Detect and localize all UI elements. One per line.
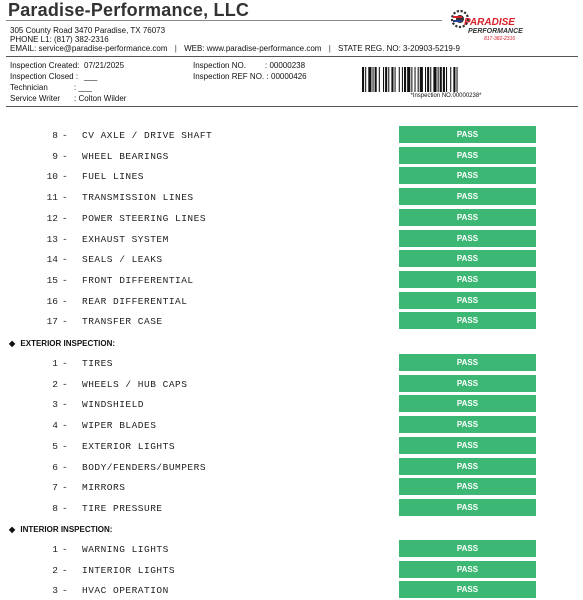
company-state-reg: STATE REG. NO: 3-20903-5219-9 (338, 44, 460, 53)
pass-status-badge: PASS (399, 437, 536, 454)
item-dash: - (62, 399, 68, 411)
inspection-row (0, 147, 583, 165)
inspection-row (0, 188, 583, 206)
header-rule (6, 20, 442, 21)
barcode-bar (402, 67, 403, 92)
inspection-row (0, 581, 583, 599)
inspection-row (0, 312, 583, 330)
barcode-bar (427, 67, 429, 92)
item-number: 3 (52, 585, 58, 597)
barcode-bar (453, 67, 455, 92)
pass-status-badge: PASS (399, 292, 536, 309)
inspection-row (0, 416, 583, 434)
item-name: WHEEL BEARINGS (82, 150, 169, 162)
item-name: BODY/FENDERS/BUMPERS (82, 461, 207, 473)
item-number: 1 (52, 358, 58, 369)
pass-status-badge: PASS (399, 395, 536, 412)
item-name: REAR DIFFERENTIAL (82, 295, 188, 307)
pass-status-badge: PASS (399, 230, 536, 247)
pass-status-badge: PASS (399, 540, 536, 557)
item-dash: - (62, 130, 68, 141)
barcode-bar (433, 67, 436, 92)
barcode-bar (450, 67, 451, 92)
item-number: 13 (46, 233, 58, 245)
barcode-bar (440, 67, 442, 92)
item-dash: - (62, 254, 68, 266)
section-header-exterior (9, 339, 115, 348)
barcode-bar (391, 67, 393, 92)
item-dash: - (62, 358, 68, 369)
barcode-caption: *Inspection NO.00000238* (410, 93, 482, 99)
logo-text-bottom: PERFORMANCE (468, 28, 523, 35)
item-name: TRANSFER CASE (82, 316, 163, 328)
logo-phone: 817-382-2316 (484, 36, 516, 42)
inspection-row (0, 395, 583, 413)
company-phone: PHONE L1: (817) 382-2316 (10, 35, 109, 44)
item-dash: - (62, 440, 68, 452)
pass-status-badge: PASS (399, 209, 536, 226)
item-number: 5 (52, 440, 58, 452)
company-web: WEB: www.paradise-performance.com (184, 44, 322, 53)
item-name: MIRRORS (82, 482, 126, 494)
item-name: FRONT DIFFERENTIAL (82, 274, 194, 286)
item-dash: - (62, 212, 68, 224)
inspection-row (0, 126, 583, 144)
item-dash: - (62, 585, 68, 597)
section-title: INTERIOR INSPECTION: (20, 525, 113, 534)
barcode-bar (443, 67, 445, 92)
technician: Technician : ___ (10, 83, 92, 92)
barcode-bar (379, 67, 380, 92)
barcode-bar (388, 67, 389, 92)
inspection-row (0, 478, 583, 496)
item-number: 10 (46, 171, 58, 183)
pass-status-badge: PASS (399, 312, 536, 329)
pass-status-badge: PASS (399, 581, 536, 598)
inspection-row (0, 375, 583, 393)
barcode-bar (425, 67, 426, 92)
item-number: 6 (52, 461, 58, 473)
barcode-bar (375, 67, 377, 92)
barcode-bar (457, 67, 458, 92)
item-dash: - (62, 274, 68, 286)
item-dash: - (62, 482, 68, 494)
pass-status-badge: PASS (399, 271, 536, 288)
pass-status-badge: PASS (399, 354, 536, 371)
inspection-row (0, 499, 583, 517)
item-number: 14 (46, 254, 58, 266)
diamond-bullet-icon: ◆ (9, 525, 16, 534)
barcode-bar (415, 67, 416, 92)
pass-status-badge: PASS (399, 167, 536, 184)
item-name: TIRE PRESSURE (82, 502, 163, 514)
inspection-row (0, 209, 583, 227)
pass-status-badge: PASS (399, 561, 536, 578)
item-number: 12 (46, 212, 58, 224)
barcode-bar (446, 67, 447, 92)
company-name: Paradise-Performance, LLC (8, 0, 250, 20)
barcode-bar (438, 67, 439, 92)
inspection-row (0, 437, 583, 455)
item-number: 2 (52, 564, 58, 576)
item-dash: - (62, 502, 68, 514)
item-dash: - (62, 316, 68, 328)
item-dash: - (62, 420, 68, 432)
item-number: 3 (52, 399, 58, 411)
pass-status-badge: PASS (399, 499, 536, 516)
paradise-performance-logo (448, 8, 552, 42)
item-name: SEALS / LEAKS (82, 254, 163, 266)
item-name: EXTERIOR LIGHTS (82, 440, 176, 452)
pass-status-badge: PASS (399, 147, 536, 164)
barcode-bar (383, 67, 384, 92)
item-name: EXHAUST SYSTEM (82, 233, 169, 245)
service-writer: Service Writer : Colton Wilder (10, 94, 127, 103)
pass-status-badge: PASS (399, 188, 536, 205)
inspection-row (0, 540, 583, 558)
inspection-row (0, 292, 583, 310)
item-number: 15 (46, 274, 58, 286)
section-header-interior (9, 525, 112, 534)
item-name: HVAC OPERATION (82, 585, 169, 597)
item-dash: - (62, 192, 68, 204)
company-contact-line (10, 44, 460, 53)
inspection-row (0, 271, 583, 289)
separator: | (328, 44, 331, 53)
inspection-created: Inspection Created: 07/21/2025 (10, 61, 125, 70)
inspection-row (0, 354, 583, 372)
item-dash: - (62, 295, 68, 307)
barcode-bar (373, 67, 374, 92)
item-name: FUEL LINES (82, 171, 145, 183)
item-name: WIPER BLADES (82, 420, 157, 432)
pass-status-badge: PASS (399, 126, 536, 143)
barcode-bar (404, 67, 406, 92)
company-email: EMAIL: service@paradise-performance.com (10, 44, 168, 53)
item-dash: - (62, 233, 68, 245)
item-dash: - (62, 461, 68, 473)
inspection-closed: Inspection Closed : ___ (10, 72, 98, 81)
item-name: INTERIOR LIGHTS (82, 564, 176, 576)
item-name: WARNING LIGHTS (82, 544, 169, 555)
divider (6, 106, 578, 107)
inspection-ref-number: Inspection REF NO. : 00000426 (193, 72, 307, 81)
barcode-bar (399, 67, 400, 92)
inspection-number: Inspection NO. : 00000238 (193, 61, 306, 70)
item-dash: - (62, 150, 68, 162)
item-number: 1 (52, 544, 58, 555)
item-dash: - (62, 378, 68, 390)
pass-status-badge: PASS (399, 375, 536, 392)
item-name: WHEELS / HUB CAPS (82, 378, 188, 390)
barcode-bar (365, 67, 366, 92)
barcode-bar (420, 67, 423, 92)
inspection-row (0, 250, 583, 268)
pass-status-badge: PASS (399, 250, 536, 267)
item-name: CV AXLE / DRIVE SHAFT (82, 130, 213, 141)
item-name: TIRES (82, 358, 114, 369)
item-number: 8 (52, 502, 58, 514)
logo-text-top: PARADISE (464, 17, 515, 28)
section-title: EXTERIOR INSPECTION: (20, 339, 116, 348)
pass-status-badge: PASS (399, 416, 536, 433)
item-name: TRANSMISSION LINES (82, 192, 194, 204)
item-name: WINDSHIELD (82, 399, 145, 411)
barcode-bar (430, 67, 431, 92)
inspection-row (0, 167, 583, 185)
item-number: 9 (52, 150, 58, 162)
item-number: 17 (46, 316, 58, 328)
barcode-bar (395, 67, 396, 92)
item-number: 2 (52, 378, 58, 390)
diamond-bullet-icon: ◆ (9, 339, 16, 348)
inspection-row (0, 458, 583, 476)
inspection-row (0, 230, 583, 248)
inspection-row (0, 561, 583, 579)
barcode-bar (407, 67, 410, 92)
item-dash: - (62, 564, 68, 576)
separator: | (174, 44, 177, 53)
barcode-bar (385, 67, 387, 92)
item-number: 8 (52, 130, 58, 141)
barcode-bar (411, 67, 412, 92)
item-dash: - (62, 544, 68, 555)
item-number: 11 (46, 192, 58, 204)
divider (6, 56, 578, 57)
item-number: 4 (52, 420, 58, 432)
pass-status-badge: PASS (399, 478, 536, 495)
item-dash: - (62, 171, 68, 183)
barcode (361, 67, 531, 92)
item-name: POWER STEERING LINES (82, 212, 207, 224)
item-number: 16 (46, 295, 58, 307)
barcode-bar (418, 67, 419, 92)
pass-status-badge: PASS (399, 458, 536, 475)
item-number: 7 (52, 482, 58, 494)
company-address: 305 County Road 3470 Paradise, TX 76073 (10, 26, 166, 35)
barcode-bar (362, 67, 364, 92)
barcode-bar (368, 67, 371, 92)
